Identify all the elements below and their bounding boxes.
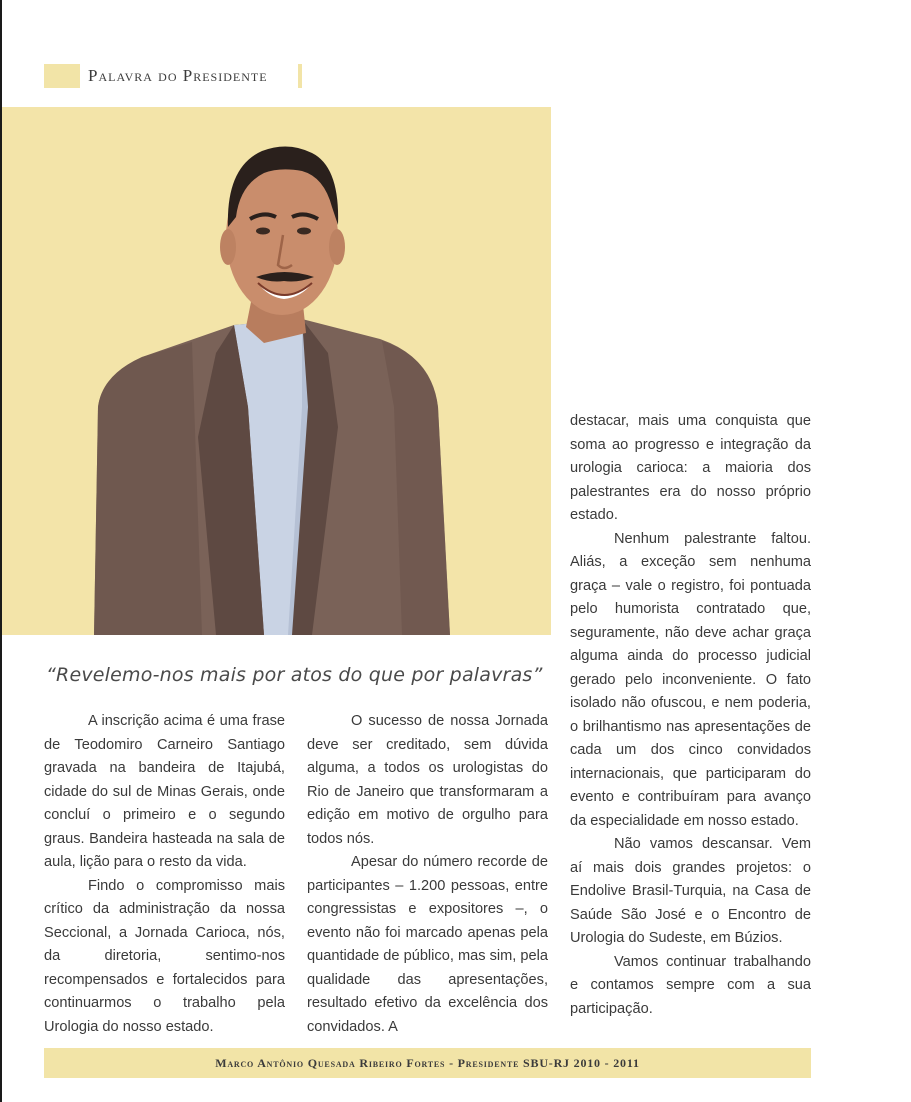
section-header [44,64,302,88]
paragraph: A inscrição acima é uma frase de Teodomiro Carneiro Santiago gravada na bandeira de Itajubá, cidade do sul de Minas Gerais, onde concluí o primeiro e o segundo graus. Bandeira hasteada na sala de aula, lição para o resto da vida. [44,713,285,870]
header-accent-block [44,64,80,88]
president-photo [2,107,551,635]
paragraph: Nenhum palestrante faltou. Aliás, a exceção sem nenhuma graça – vale o registro, foi pontuada pelo humorista contratado que, seguramente, não deve achar graça alguma ainda do processo judicial gerado pelo inconveniente. O fato isolado não ofuscou, e nem poderia, o brilhantismo nas apresentações de cada um dos cinco convidados internacionais, que participaram do evento e contribuíram para avanço da especialidade em nosso estado. [570,530,811,829]
president-portrait-illustration [2,107,551,635]
paragraph: Apesar do número recorde de participantes – 1.200 pessoas, entre congressistas e expositores –, o evento não foi marcado apenas pela quantidade de público, mas sim, pela qualidade das apresentações, resultado efetivo da excelência dos convidados. A [307,854,548,1035]
pull-quote: “Revelemo-nos mais por atos do que por palavras” [46,664,543,686]
header-accent-tick [298,64,302,88]
section-title: Palavra do Presidente [88,66,268,85]
article-column-2 [307,710,548,1039]
paragraph-continued: destacar, mais uma conquista que soma ao progresso e integração da urologia carioca: a maioria dos palestrantes era do nosso próprio estado. [570,413,811,523]
signature-bar [44,1048,811,1078]
paragraph: O sucesso de nossa Jornada deve ser creditado, sem dúvida alguma, a todos os urologistas do Rio de Janeiro que transformaram a edição em motivo de orgulho para todos nós. [307,713,548,847]
paragraph: Vamos continuar trabalhando e contamos sempre com a sua participação. [570,953,811,1017]
paragraph: Não vamos descansar. Vem aí mais dois grandes projetos: o Endolive Brasil-Turquia, na Casa de Saúde São José e o Encontro de Urologia do Sudeste, em Búzios. [570,836,811,946]
author-signature: Marco Antônio Quesada Ribeiro Fortes - Presidente SBU-RJ 2010 - 2011 [215,1055,640,1070]
paragraph: Findo o compromisso mais crítico da administração da nossa Seccional, a Jornada Carioca, nós, da diretoria, sentimo-nos recompensados e fortalecidos para continuarmos o trabalho pela Urologia do nosso estado. [44,877,285,1035]
article-column-1 [44,710,285,1039]
article-column-3 [570,410,811,1021]
